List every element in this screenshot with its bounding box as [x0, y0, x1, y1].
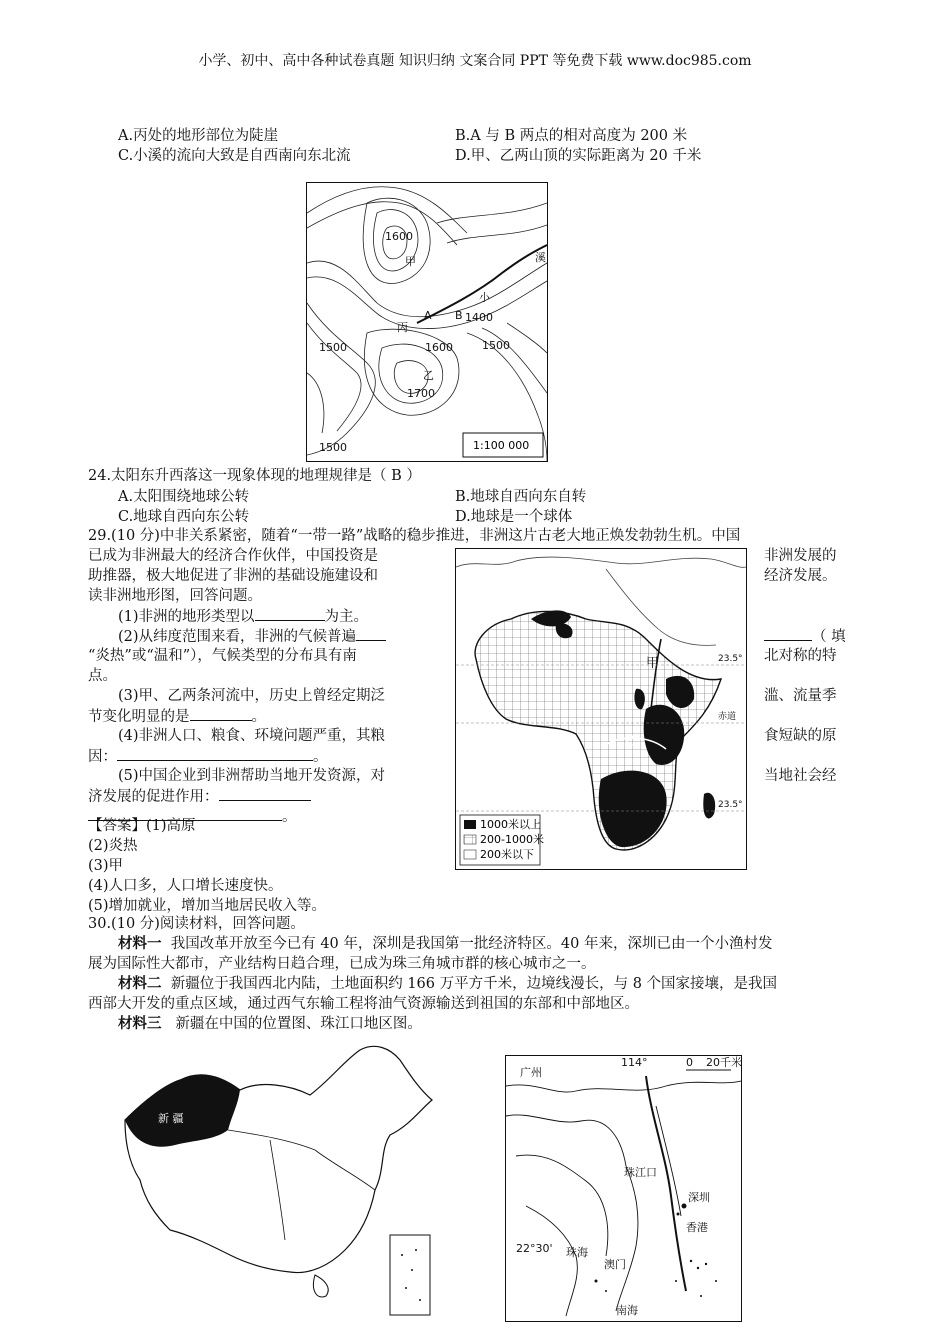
- point-b-label: B: [455, 309, 463, 322]
- south-china-sea-inset: [390, 1235, 430, 1315]
- q24-stem: 24.太阳东升西落这一现象体现的地理规律是（ B ）: [88, 468, 421, 484]
- q29-part5-text: (5)中国企业到非洲帮助当地开发资源，对: [118, 768, 386, 784]
- q29-part2-text: 北对称的特: [764, 648, 837, 664]
- q30-stem: 30.(10 分)阅读材料，回答问题。: [88, 916, 305, 932]
- stream-label: 小: [479, 291, 490, 304]
- q29-part1: [118, 606, 368, 627]
- q29-part4-text: (4)非洲人口、粮食、环境问题严重，其粮: [118, 728, 386, 744]
- q24-option-b: B.地球自西向东自转: [455, 489, 587, 505]
- longitude-label: 114°: [621, 1056, 648, 1069]
- q29-line: 经济发展。: [764, 568, 837, 584]
- answer-blank[interactable]: [764, 626, 812, 641]
- q29-part3-text: 。: [251, 709, 266, 725]
- q29-part4-text: 因：: [88, 749, 117, 765]
- material-1-text: 我国改革开放至今已有 40 年，深圳是我国第一批经济特区。40 年来，深圳已由一个小渔村发: [170, 936, 773, 952]
- page-header: 小学、初中、高中各种试卷真题 知识归纳 文案合同 PPT 等免费下载 www.doc985.com: [198, 53, 752, 69]
- contour-label: 1500: [319, 441, 347, 454]
- legend-item: 200-1000米: [480, 833, 544, 846]
- china-map-svg: [120, 1040, 450, 1320]
- q29-line: 非洲发展的: [764, 548, 837, 564]
- q24-option-a: A.太阳围绕地球公转: [118, 489, 250, 505]
- q29-part1-text: (1)非洲的地形类型以: [118, 609, 255, 625]
- scale-start: 0: [686, 1056, 693, 1069]
- q29-part2: [764, 626, 846, 647]
- latitude-label: 22°30': [516, 1242, 553, 1255]
- q29-part5-text: 当地社会经: [764, 768, 837, 784]
- contour-map-svg: [307, 183, 547, 461]
- q29-part2-text: （ 填: [812, 629, 846, 645]
- map-legend: [460, 815, 544, 865]
- q23-option-b: B.A 与 B 两点的相对高度为 200 米: [455, 128, 688, 144]
- q29-part3-text: 滥、流量季: [764, 688, 837, 704]
- material-2-text: 西部大开发的重点区域，通过西气东输工程将油气资源输送到祖国的东部和中部地区。: [88, 996, 639, 1012]
- q29-line: 助推器，极大地促进了非洲的基础设施建设和: [88, 568, 378, 584]
- answer-5: (5)增加就业，增加当地居民收入等。: [88, 898, 327, 914]
- material-1-text: 展为国际性大都市，产业结构日趋合理，已成为珠三角城市群的核心城市之一。: [88, 956, 596, 972]
- answer-blank[interactable]: [356, 626, 386, 641]
- answer-2: (2)炎热: [88, 838, 138, 854]
- pearl-river-delta-map: [505, 1055, 742, 1322]
- q29-part2: [118, 626, 386, 647]
- macau-label: 澳门: [604, 1258, 626, 1271]
- tropic-label: 23.5°: [718, 800, 743, 810]
- legend-item: 200米以下: [480, 848, 534, 861]
- answer-blank[interactable]: [190, 706, 252, 721]
- equator-label: 赤道: [718, 712, 737, 722]
- q29-part3: [88, 706, 266, 727]
- river-jia-label: 甲: [646, 656, 660, 671]
- answer-blank[interactable]: [219, 786, 311, 801]
- hongkong-label: 香港: [686, 1221, 708, 1234]
- answer-blank[interactable]: [117, 746, 313, 761]
- pearl-river-mouth-label: 珠江口: [624, 1166, 657, 1179]
- material-3: [118, 1014, 422, 1034]
- river-yi-label: 乙: [624, 734, 638, 749]
- africa-terrain-map: [455, 548, 747, 870]
- answer-blank[interactable]: [255, 606, 325, 621]
- q29-part3-text: 节变化明显的是: [88, 709, 190, 725]
- q24-option-d: D.地球是一个球体: [455, 509, 573, 525]
- material-1: [118, 934, 772, 954]
- contour-label: 1700: [407, 387, 435, 400]
- q29-part3-text: (3)甲、乙两条河流中，历史上曾经定期泛: [118, 688, 386, 704]
- contour-label: 1500: [319, 341, 347, 354]
- q29-part5-text: 济发展的促进作用：: [88, 789, 219, 805]
- contour-label: 1600: [385, 230, 413, 243]
- q24-option-c: C.地球自西向东公转: [118, 509, 250, 525]
- material-1-title: 材料一: [118, 935, 162, 952]
- q29-line: 29.(10 分)中非关系紧密，随着“一带一路”战略的稳步推进，非洲这片古老大地正焕发勃勃生机。中国: [88, 528, 741, 544]
- point-a-label: A: [424, 309, 432, 322]
- zhuhai-label: 珠海: [566, 1246, 588, 1259]
- material-3-text: 新疆在中国的位置图、珠江口地区图。: [175, 1016, 422, 1032]
- q29-part5-text: 。: [282, 809, 297, 825]
- q23-option-d: D.甲、乙两山顶的实际距离为 20 千米: [455, 148, 702, 164]
- contour-map: [306, 182, 548, 462]
- prd-map-svg: [506, 1056, 741, 1321]
- material-2: [118, 974, 777, 994]
- q29-part4-text: 。: [313, 749, 328, 765]
- xinjiang-label: 新 疆: [158, 1112, 184, 1125]
- answer-3: (3)甲: [88, 858, 124, 874]
- map-scale: 1:100 000: [473, 439, 530, 452]
- material-2-text: 新疆位于我国西北内陆，土地面积约 166 万平方千米，边境线漫长，与 8 个国家接壤，是我国: [170, 976, 778, 992]
- contour-label: 1500: [482, 339, 510, 352]
- peak-jia-label: 甲: [405, 255, 416, 268]
- scale-end: 20千米: [706, 1056, 741, 1069]
- guangzhou-label: 广州: [520, 1066, 542, 1079]
- q29-part5: [88, 786, 311, 807]
- china-outline: [125, 1046, 432, 1272]
- q29-line: 已成为非洲最大的经济合作伙伴，中国投资是: [88, 548, 378, 564]
- q23-option-a: A.丙处的地形部位为陡崖: [118, 128, 279, 144]
- shenzhen-label: 深圳: [688, 1191, 710, 1204]
- legend-item: 1000米以上: [480, 818, 541, 831]
- south-sea-label: 南海: [616, 1304, 638, 1317]
- contour-label: 1600: [425, 341, 453, 354]
- china-map: [120, 1040, 450, 1320]
- q29-part2-text: “炎热”或“温和”），气候类型的分布具有南: [88, 648, 357, 664]
- q29-part2-text: (2)从纬度范围来看，非洲的气候普遍: [118, 629, 357, 645]
- q29-line: 读非洲地形图，回答问题。: [88, 588, 262, 604]
- answer-1: 【答案】(1)高原: [88, 818, 196, 834]
- q29-part2-text: 点。: [88, 668, 117, 684]
- pearl-river: [646, 1076, 686, 1291]
- q29-part1-text: 为主。: [324, 609, 369, 625]
- africa-map-svg: [456, 549, 746, 869]
- stream-label: 溪: [535, 251, 546, 264]
- q23-option-c: C.小溪的流向大致是自西南向东北流: [118, 148, 351, 164]
- tropic-label: 23.5°: [718, 654, 743, 664]
- answer-4: (4)人口多，人口增长速度快。: [88, 878, 283, 894]
- q29-part4: [88, 746, 328, 767]
- point-bing-label: 丙: [397, 321, 408, 334]
- q29-part4-text: 食短缺的原: [764, 728, 837, 744]
- material-3-title: 材料三: [118, 1015, 162, 1032]
- peak-yi-label: 乙: [423, 369, 434, 382]
- contour-label: 1400: [465, 311, 493, 324]
- material-2-title: 材料二: [118, 975, 162, 992]
